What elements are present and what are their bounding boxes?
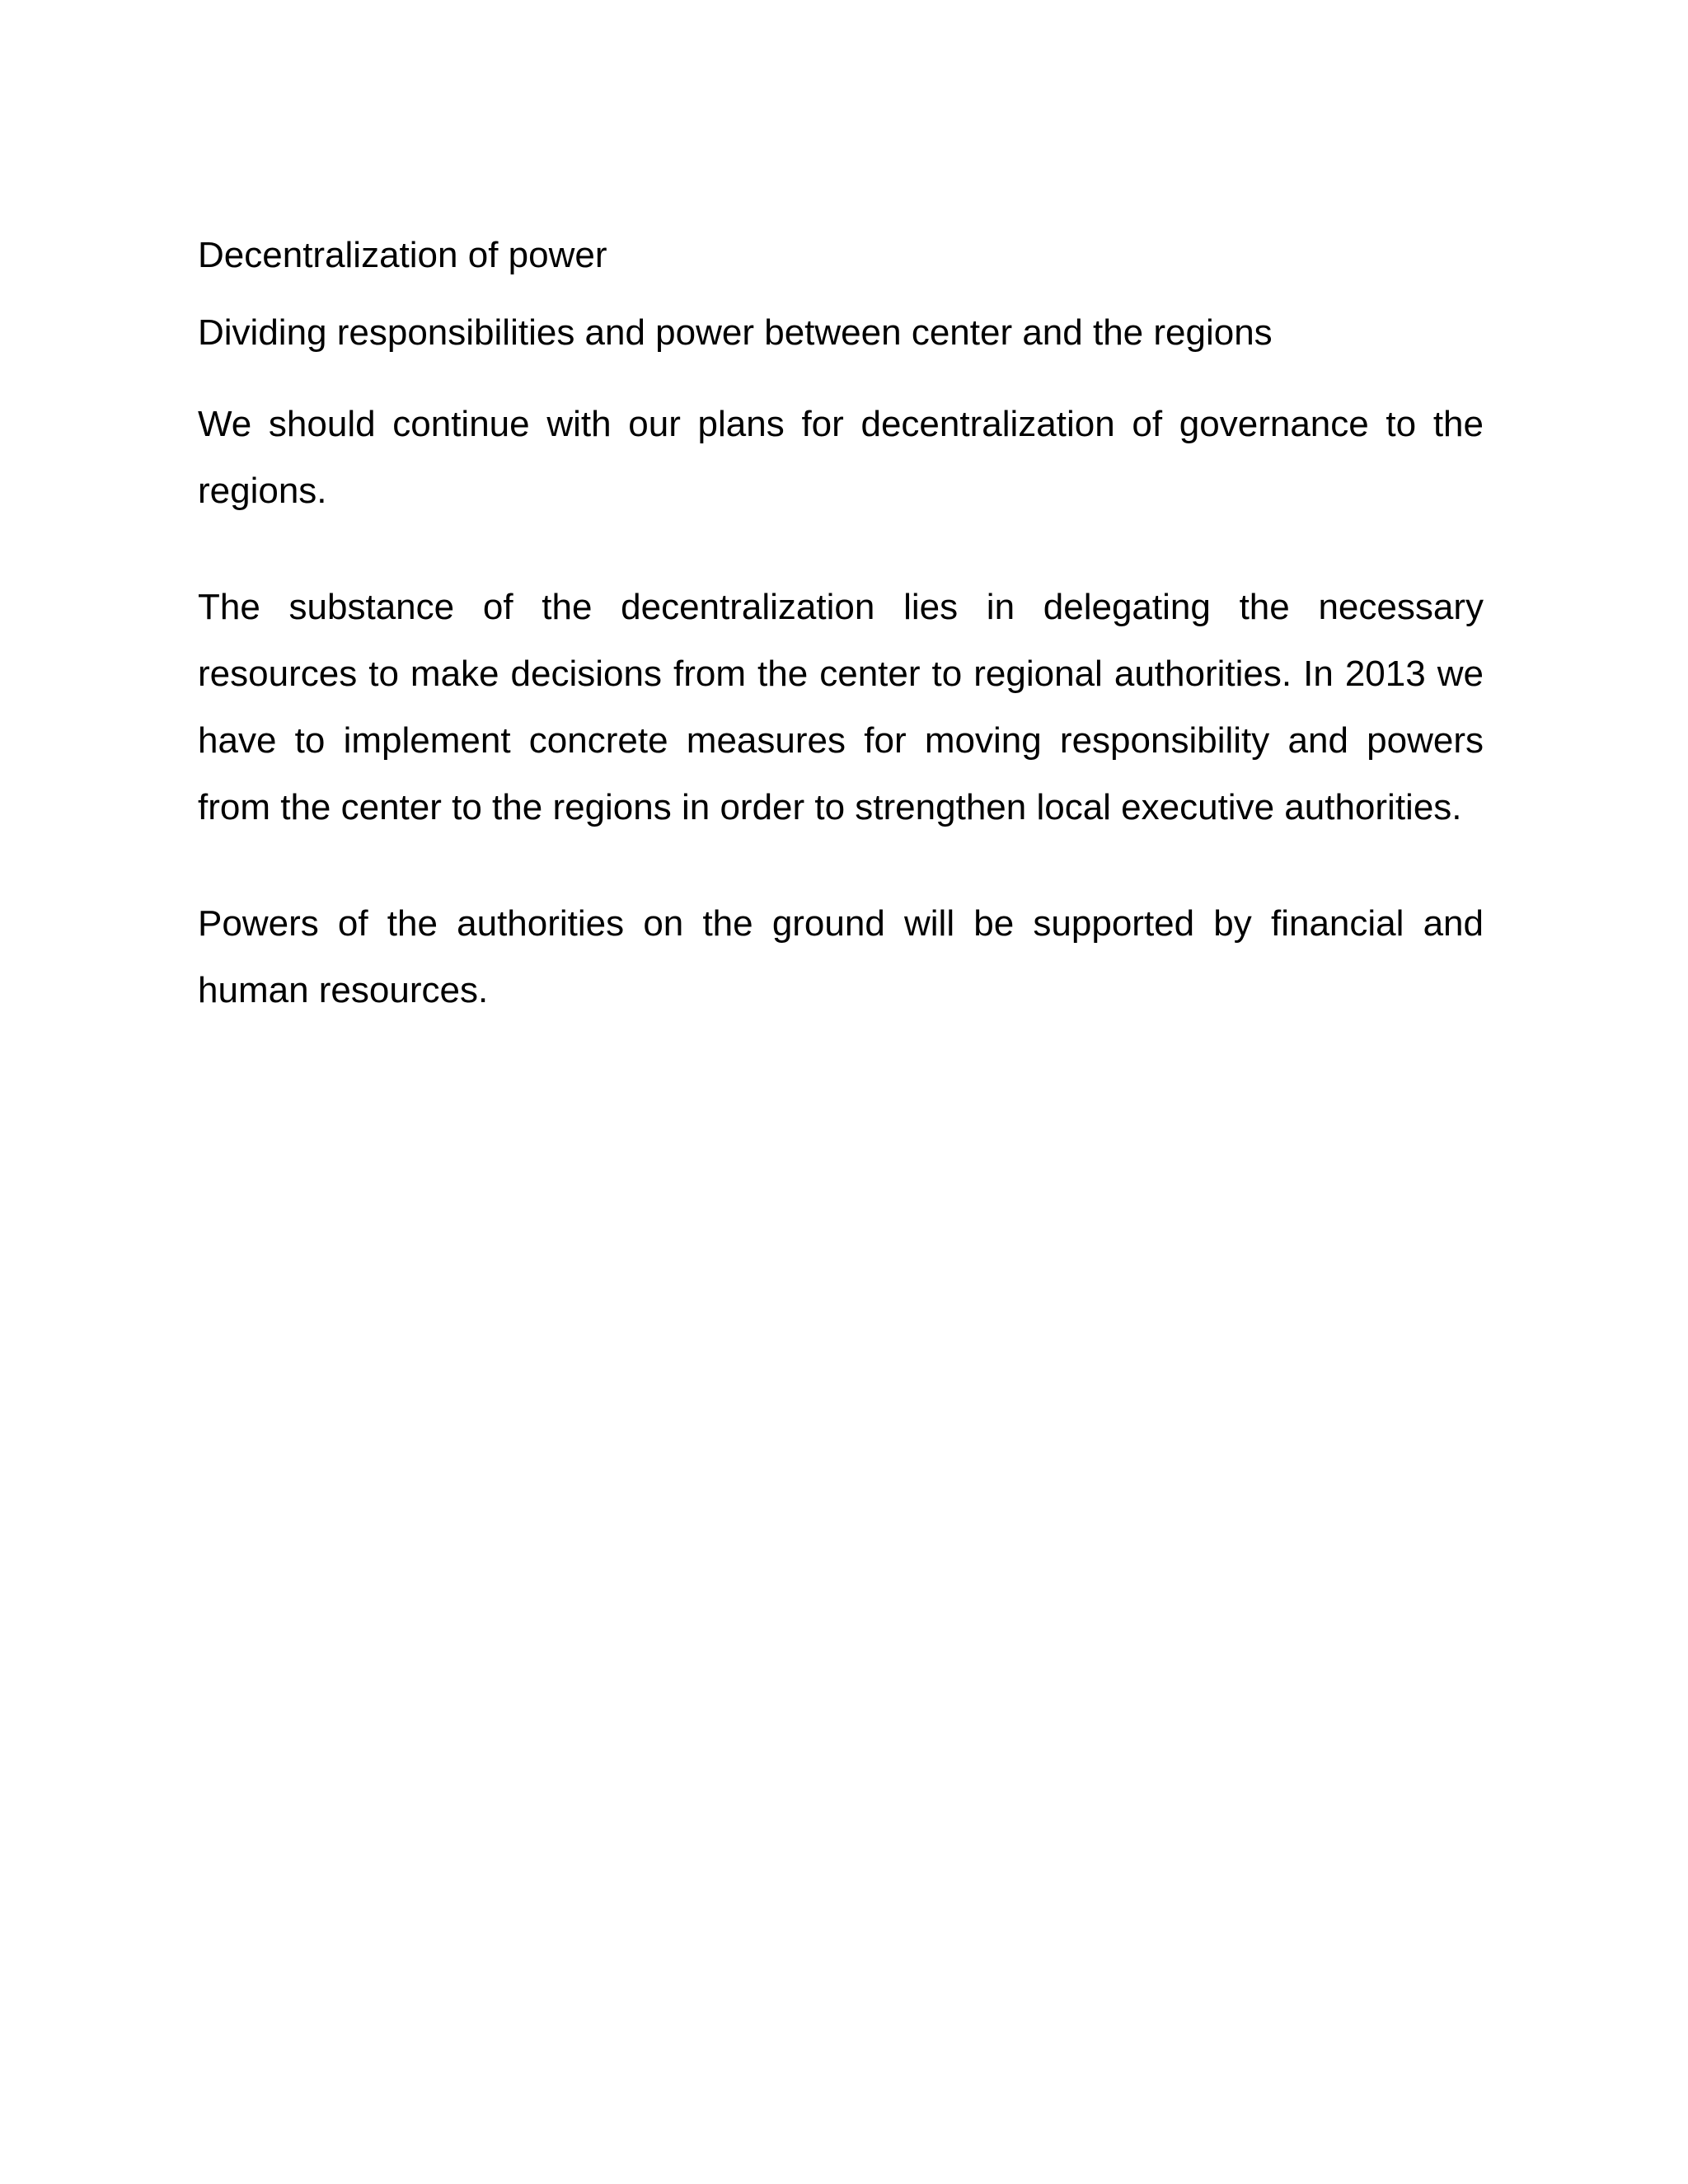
paragraph-1: We should continue with our plans for decentralization of governance to the regions.	[198, 404, 1484, 511]
document-subtitle: Dividing responsibilities and power between center and the regions	[198, 312, 1273, 353]
document-title: Decentralization of power	[198, 235, 607, 275]
paragraph-2: The substance of the decentralization lies in delegating the necessary resources to make decisions from the center to regional authorities. In 2013 we have to implement concrete measures for moving responsibility and powers from the center to the regions in order to strengthen local executive authorities.	[198, 587, 1484, 827]
paragraph-3: Powers of the authorities on the ground will be supported by financial and human resources.	[198, 903, 1484, 1010]
document-body	[198, 224, 1484, 1024]
